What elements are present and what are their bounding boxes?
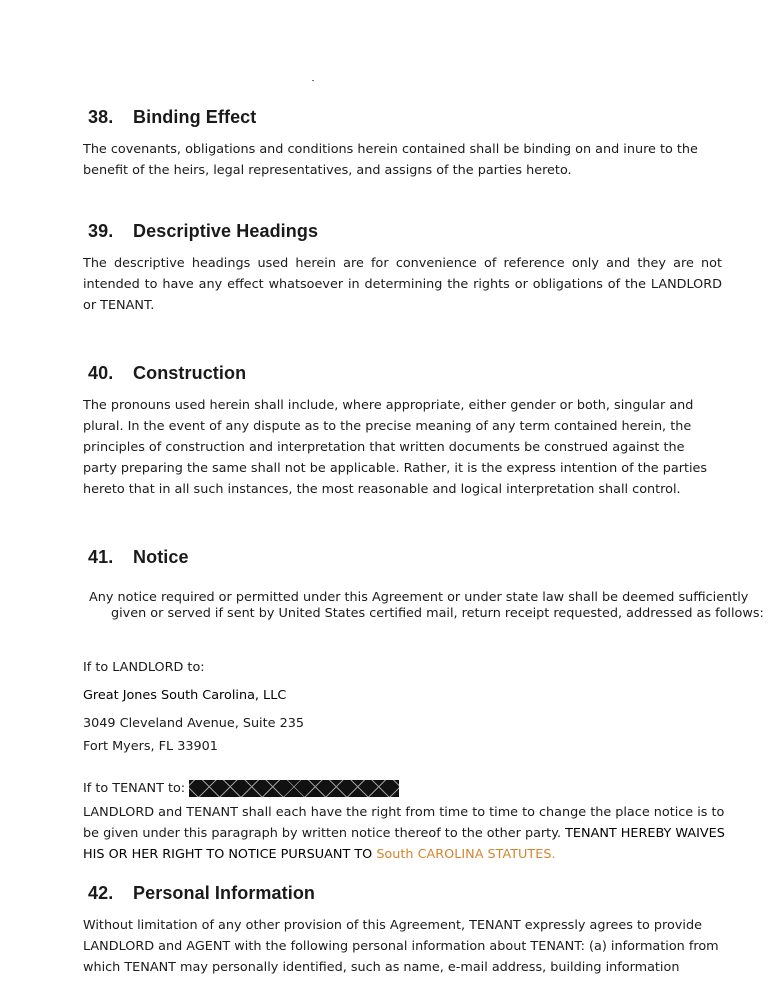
- section-42-body: Without limitation of any other provision of this Agreement, TENANT expressly agrees to provide LANDLORD and AGENT with the following personal information about TENANT: (a) information from which TENANT may personally identified, such as name, e-mail address, building information: [83, 918, 719, 975]
- section-38-body: The covenants, obligations and conditions herein contained shall be binding on and inure to the benefit of the heirs, legal representatives, and assigns of the parties hereto.: [83, 142, 698, 178]
- notice-change-paragraph: [83, 802, 733, 865]
- stray-mark: [312, 80, 314, 81]
- notice-waiver-text: TENANT HEREBY WAIVES HIS OR HER RIGHT TO NOTICE PURSUANT TO: [83, 826, 725, 862]
- section-42-heading: [88, 883, 315, 904]
- section-41-title: Notice: [133, 547, 189, 567]
- redacted-address: [189, 780, 399, 797]
- statute-reference: South CAROLINA STATUTES.: [376, 847, 556, 862]
- section-38-number: 38.: [88, 107, 114, 127]
- landlord-label: If to LANDLORD to:: [83, 660, 205, 675]
- section-38-heading: [88, 107, 256, 128]
- section-42-number: 42.: [88, 883, 114, 903]
- section-39-number: 39.: [88, 221, 114, 241]
- section-40-body: The pronouns used herein shall include, where appropriate, either gender or both, singular and plural. In the event of any dispute as to the precise meaning of any term contained herein, the principles of construction and interpretation that written documents be construed against the party preparing the same shall not be applicable. Rather, it is the express intention of the parties hereto that in all such instances, the most reasonable and logical interpretation shall control.: [83, 398, 708, 497]
- section-40-number: 40.: [88, 363, 114, 383]
- landlord-address-line-1: 3049 Cleveland Avenue, Suite 235: [83, 716, 304, 731]
- section-39-heading: [88, 221, 318, 242]
- notice-body: Any notice required or permitted under this Agreement or under state law shall be deemed sufficiently given or served if sent by United States certified mail, return receipt requested, addressed as follows:: [89, 590, 764, 621]
- section-39-title: Descriptive Headings: [133, 221, 319, 241]
- section-41-heading: [88, 547, 189, 568]
- section-39-body: The descriptive headings used herein are for convenience of reference only and they are not intended to have any effect whatsoever in determining the rights or obligations of the LANDLORD or TENANT.: [83, 256, 722, 313]
- landlord-name: Great Jones South Carolina, LLC: [83, 688, 287, 703]
- section-40-heading: [88, 363, 246, 384]
- tenant-label: If to TENANT to:: [83, 781, 186, 796]
- landlord-address-line-2: Fort Myers, FL 33901: [83, 739, 218, 754]
- tenant-address-row: [83, 780, 399, 797]
- section-40-title: Construction: [133, 363, 247, 383]
- notice-change-text: LANDLORD and TENANT shall each have the right from time to time to change the place notice is to be given under this paragraph by written notice thereof to the other party.: [83, 805, 725, 841]
- section-41-number: 41.: [88, 547, 114, 567]
- section-38-title: Binding Effect: [133, 107, 257, 127]
- section-42-title: Personal Information: [133, 883, 316, 903]
